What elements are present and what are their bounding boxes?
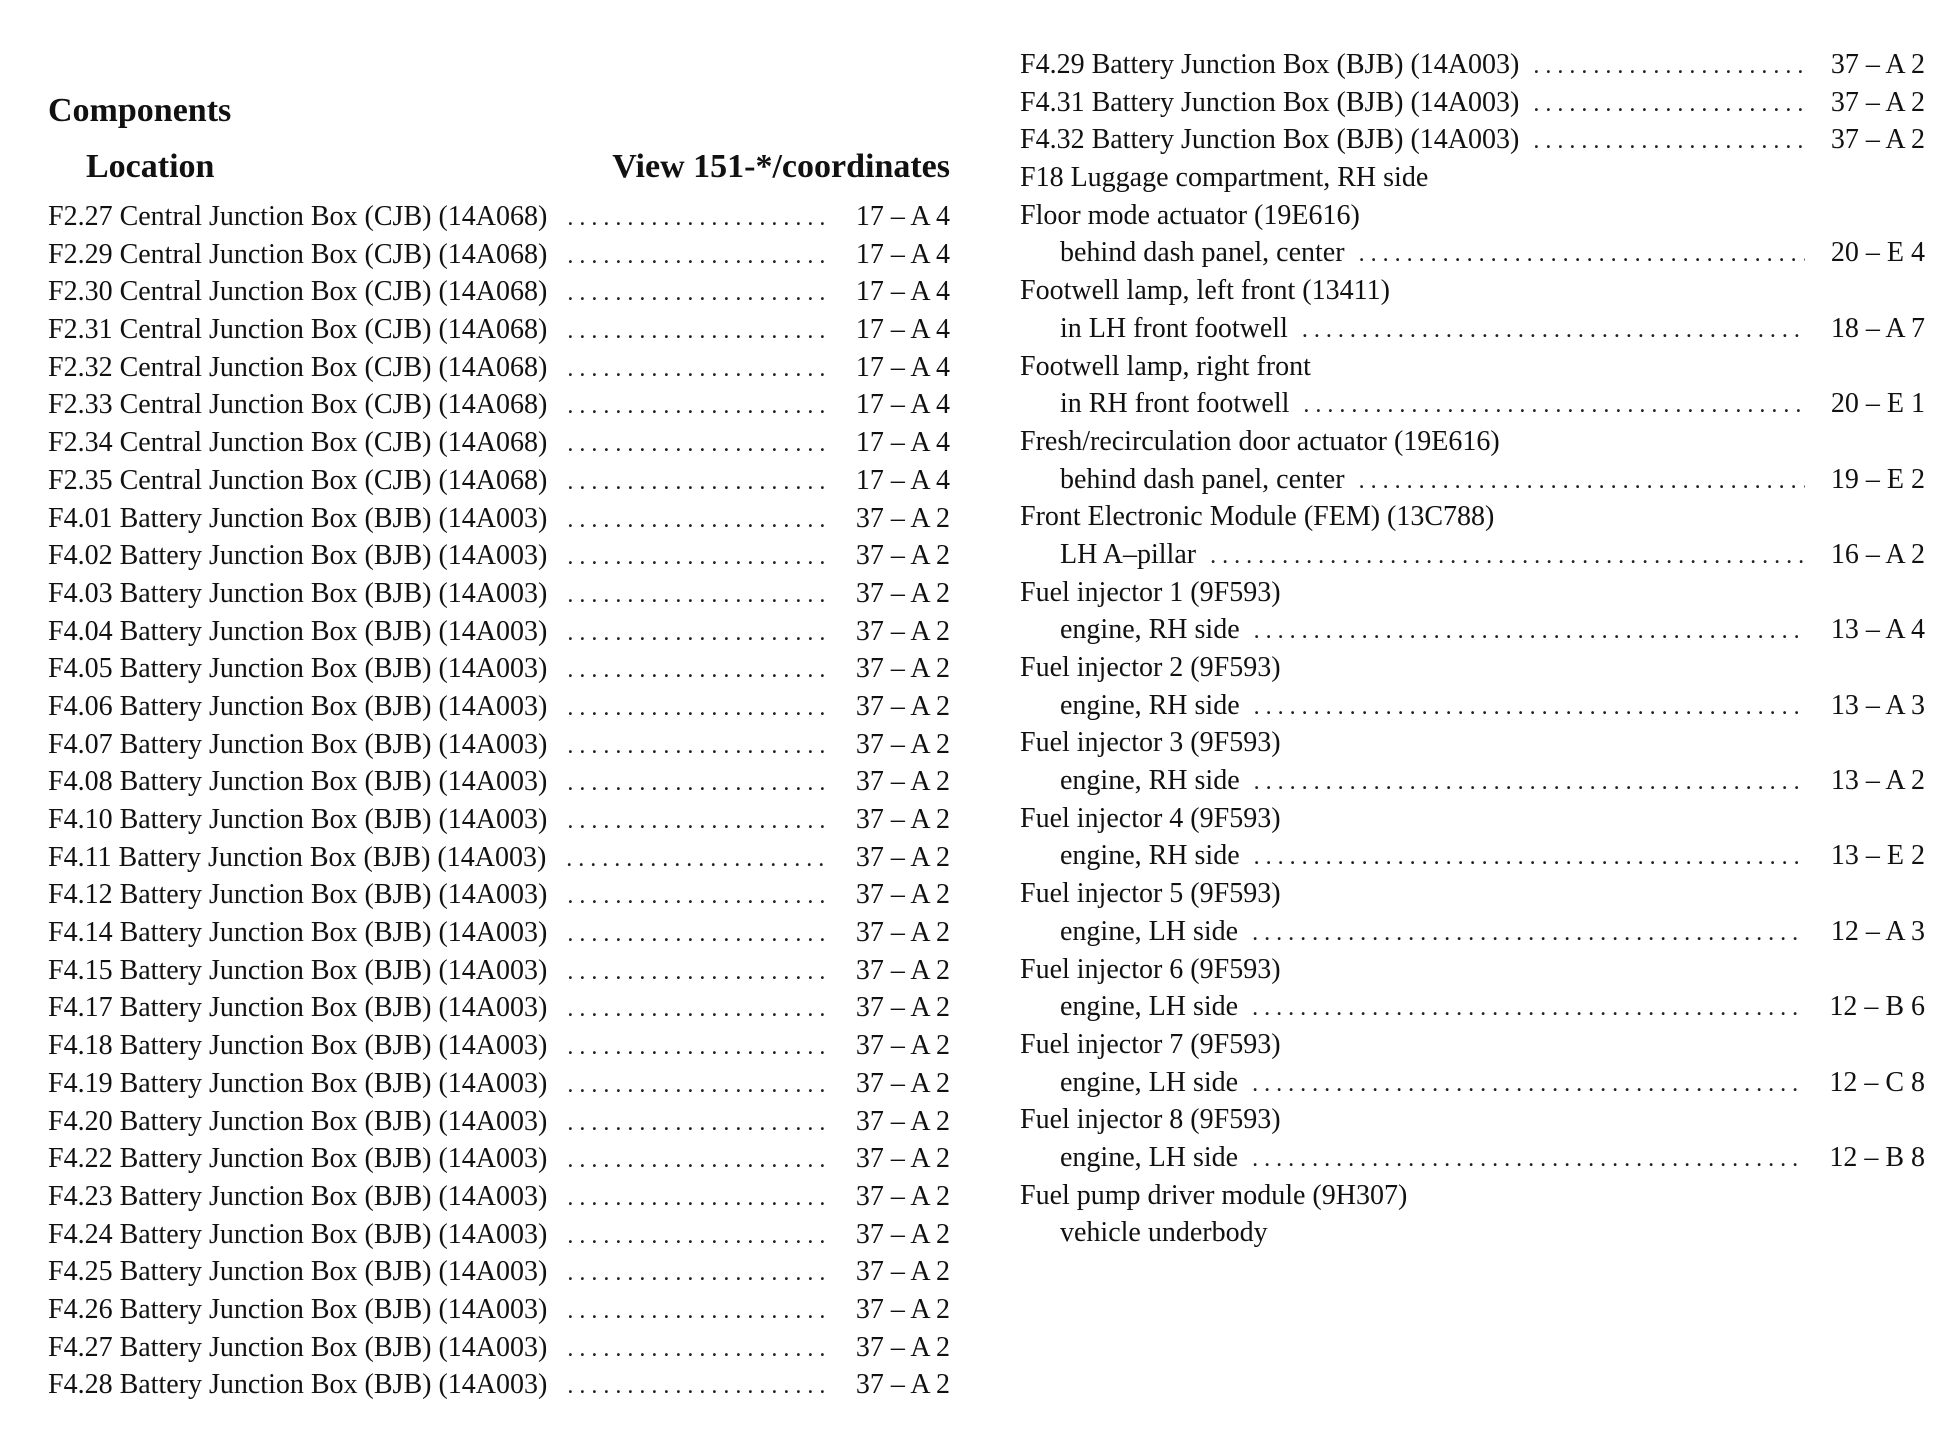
dot-leader — [1533, 123, 1805, 161]
entry-name: Floor mode actuator (19E616) — [1020, 199, 1360, 231]
entry-name: Front Electronic Module (FEM) (13C788) — [1020, 501, 1495, 533]
entry-row — [48, 1291, 950, 1329]
entry-row — [48, 1027, 950, 1065]
entry-row — [1020, 800, 1925, 838]
entry-name: F4.04 Battery Junction Box (BJB) (14A003) — [48, 615, 548, 647]
entry-coordinate: 20 – E 1 — [1830, 388, 1925, 420]
entry-row — [48, 1140, 950, 1178]
entry-coordinate: 17 – A 4 — [855, 427, 950, 459]
entry-row — [48, 1366, 950, 1404]
entry-row — [48, 1103, 950, 1141]
entry-row — [1020, 574, 1925, 612]
entry-coordinate: 37 – A 2 — [855, 804, 950, 835]
entry-row — [1020, 875, 1925, 913]
entry-name: F4.02 Battery Junction Box (BJB) (14A003) — [48, 540, 548, 572]
entry-name: F2.29 Central Junction Box (CJB) (14A068) — [48, 238, 548, 270]
entry-coordinate: 37 – A 2 — [855, 615, 950, 647]
entry-coordinate: 37 – A 2 — [855, 1030, 950, 1062]
entry-coordinate: 12 – B 8 — [1829, 1141, 1925, 1173]
entry-row — [48, 424, 950, 462]
entry-name: engine, RH side — [1060, 614, 1240, 646]
entry-row — [1020, 159, 1925, 197]
entry-coordinate: 37 – A 2 — [855, 653, 950, 685]
dot-leader — [567, 1218, 830, 1256]
entry-name: F4.05 Battery Junction Box (BJB) (14A003) — [48, 653, 548, 685]
entry-location-row — [1020, 687, 1925, 725]
dot-leader — [567, 1368, 830, 1406]
entry-coordinate: 18 – A 7 — [1830, 312, 1925, 344]
entry-coordinate: 17 – A 4 — [855, 464, 950, 496]
entry-name: F2.31 Central Junction Box (CJB) (14A068) — [48, 314, 548, 346]
entry-coordinate: 37 – A 2 — [855, 766, 950, 798]
entry-name: F4.32 Battery Junction Box (BJB) (14A003) — [1020, 124, 1520, 156]
dot-leader — [1254, 613, 1805, 651]
entry-coordinate: 17 – A 4 — [855, 351, 950, 383]
entry-coordinate: 37 – A 2 — [855, 1143, 950, 1175]
entry-name: F4.23 Battery Junction Box (BJB) (14A003) — [48, 1180, 548, 1212]
entry-row — [48, 876, 950, 914]
entry-location-row — [1020, 611, 1925, 649]
entry-row — [48, 726, 950, 764]
entry-row — [1020, 498, 1925, 536]
dot-leader — [567, 878, 830, 916]
entry-name: Fuel injector 1 (9F593) — [1020, 576, 1281, 608]
entry-coordinate: 13 – A 3 — [1830, 689, 1925, 721]
dot-leader — [567, 464, 830, 502]
entry-coordinate: 13 – A 4 — [1830, 614, 1925, 646]
entry-name: Fuel injector 2 (9F593) — [1020, 652, 1281, 683]
entry-row — [1020, 1026, 1925, 1064]
entry-row — [48, 462, 950, 500]
entry-row — [48, 763, 950, 801]
entry-name: F4.15 Battery Junction Box (BJB) (14A003) — [48, 954, 548, 986]
entry-row — [1020, 724, 1925, 762]
entry-row — [1020, 46, 1925, 84]
entry-coordinate: 17 – A 4 — [855, 238, 950, 270]
dot-leader — [567, 615, 830, 653]
dot-leader — [567, 313, 830, 351]
entry-coordinate: 12 – C 8 — [1829, 1066, 1925, 1098]
dot-leader — [1252, 1066, 1805, 1104]
dot-leader — [567, 577, 830, 615]
entry-name: F4.07 Battery Junction Box (BJB) (14A003) — [48, 728, 548, 760]
entry-row — [48, 349, 950, 387]
entry-name: Fuel injector 3 (9F593) — [1020, 727, 1281, 759]
entry-name: Fuel pump driver module (9H307) — [1020, 1179, 1408, 1211]
entry-coordinate: 12 – A 3 — [1830, 915, 1925, 947]
entry-name: F4.10 Battery Junction Box (BJB) (14A003) — [48, 804, 548, 835]
dot-leader — [567, 765, 830, 803]
entry-coordinate: 37 – A 2 — [855, 1180, 950, 1212]
entry-name: engine, RH side — [1060, 765, 1240, 797]
entry-coordinate: 37 – A 2 — [855, 917, 950, 949]
entry-location-row — [1020, 234, 1925, 272]
entry-row — [48, 575, 950, 613]
entry-name: Fuel injector 7 (9F593) — [1020, 1028, 1281, 1060]
dot-leader — [567, 200, 830, 238]
entry-coordinate: 37 – A 2 — [855, 540, 950, 572]
dot-leader — [1302, 312, 1805, 350]
left-column — [48, 88, 950, 1404]
entry-row — [1020, 423, 1925, 461]
entry-name: F4.11 Battery Junction Box (BJB) (14A003) — [48, 841, 547, 873]
dot-leader — [1252, 915, 1805, 953]
entry-coordinate: 37 – A 2 — [855, 728, 950, 760]
dot-leader — [567, 991, 830, 1029]
section-heading: Components — [48, 92, 232, 129]
entry-row — [48, 1065, 950, 1103]
entry-coordinate: 37 – A 2 — [855, 1293, 950, 1325]
entry-coordinate: 37 – A 2 — [855, 1331, 950, 1363]
entry-coordinate: 20 – E 4 — [1830, 237, 1925, 269]
entry-name: engine, LH side — [1060, 991, 1239, 1023]
entry-name: F2.33 Central Junction Box (CJB) (14A068) — [48, 389, 548, 421]
dot-leader — [566, 841, 830, 879]
entry-coordinate: 13 – A 2 — [1830, 765, 1925, 797]
dot-leader — [567, 916, 830, 954]
entry-location-row — [1020, 837, 1925, 875]
entry-coordinate: 37 – A 2 — [855, 1218, 950, 1250]
column-headers — [48, 144, 950, 190]
right-entry-list — [1020, 46, 1925, 1252]
entry-row — [1020, 1177, 1925, 1215]
entry-coordinate: 37 – A 2 — [855, 502, 950, 534]
entry-name: F4.06 Battery Junction Box (BJB) (14A003) — [48, 690, 548, 722]
entry-row — [48, 650, 950, 688]
dot-leader — [567, 1029, 830, 1067]
entry-row — [48, 914, 950, 952]
entry-coordinate: 17 – A 4 — [855, 314, 950, 346]
dot-leader — [567, 1180, 830, 1218]
entry-name: F4.19 Battery Junction Box (BJB) (14A003) — [48, 1067, 548, 1099]
entry-row — [48, 989, 950, 1027]
entry-location-row — [1020, 1214, 1925, 1252]
entry-coordinate: 37 – A 2 — [855, 879, 950, 911]
entry-coordinate: 12 – B 6 — [1829, 991, 1925, 1023]
dot-leader — [567, 388, 830, 426]
entry-row — [48, 1216, 950, 1254]
entry-name: LH A–pillar — [1060, 538, 1197, 570]
entry-location-row — [1020, 385, 1925, 423]
entry-name: engine, RH side — [1060, 689, 1240, 721]
entry-name: Fuel injector 5 (9F593) — [1020, 878, 1281, 910]
entry-coordinate: 37 – A 2 — [855, 1067, 950, 1099]
entry-name: Footwell lamp, right front — [1020, 350, 1311, 382]
entry-name: in RH front footwell — [1060, 388, 1290, 420]
entry-name: F4.31 Battery Junction Box (BJB) (14A003) — [1020, 86, 1520, 118]
entry-coordinate: 37 – A 2 — [855, 954, 950, 986]
dot-leader — [1533, 86, 1805, 124]
entry-coordinate: 37 – A 2 — [855, 690, 950, 722]
entry-name: F4.08 Battery Junction Box (BJB) (14A003) — [48, 766, 548, 798]
dot-leader — [567, 426, 830, 464]
dot-leader — [567, 238, 830, 276]
entry-name: F2.32 Central Junction Box (CJB) (14A068) — [48, 351, 548, 383]
view-coordinates-header: View 151-*/coordinates — [612, 148, 950, 185]
entry-name: F4.27 Battery Junction Box (BJB) (14A003) — [48, 1331, 548, 1363]
entry-row — [48, 1178, 950, 1216]
entry-name: behind dash panel, center — [1060, 463, 1345, 495]
entry-name: F18 Luggage compartment, RH side — [1020, 162, 1429, 194]
entry-location-row — [1020, 1139, 1925, 1177]
entry-row — [48, 839, 950, 877]
dot-leader — [567, 1255, 830, 1293]
dot-leader — [567, 1331, 830, 1369]
dot-leader — [1303, 387, 1805, 425]
entry-name: F2.30 Central Junction Box (CJB) (14A068) — [48, 276, 548, 308]
entry-row — [48, 801, 950, 839]
entry-name: F4.17 Battery Junction Box (BJB) (14A003) — [48, 992, 548, 1024]
dot-leader — [567, 1105, 830, 1143]
dot-leader — [567, 803, 830, 841]
dot-leader — [567, 502, 830, 540]
entry-name: F4.29 Battery Junction Box (BJB) (14A003) — [1020, 49, 1520, 80]
dot-leader — [567, 690, 830, 728]
entry-name: in LH front footwell — [1060, 312, 1288, 344]
entry-coordinate: 37 – A 2 — [1830, 124, 1925, 156]
entry-name: F4.18 Battery Junction Box (BJB) (14A003) — [48, 1030, 548, 1062]
entry-location-row — [1020, 536, 1925, 574]
entry-coordinate: 17 – A 4 — [855, 276, 950, 308]
entry-coordinate: 37 – A 2 — [1830, 49, 1925, 80]
entry-location-row — [1020, 461, 1925, 499]
entry-name: vehicle underbody — [1060, 1217, 1268, 1249]
right-column — [1020, 46, 1925, 1252]
entry-name: F4.22 Battery Junction Box (BJB) (14A003) — [48, 1143, 548, 1175]
dot-leader — [1254, 764, 1805, 802]
dot-leader — [1254, 689, 1805, 727]
dot-leader — [1210, 538, 1805, 576]
entry-row — [1020, 121, 1925, 159]
entry-row — [48, 236, 950, 274]
entry-coordinate: 37 – A 2 — [855, 577, 950, 609]
entry-coordinate: 13 – E 2 — [1830, 840, 1925, 872]
entry-coordinate: 37 – A 2 — [855, 841, 950, 873]
dot-leader — [567, 539, 830, 577]
entry-coordinate: 37 – A 2 — [855, 1369, 950, 1401]
dot-leader — [1254, 839, 1805, 877]
entry-coordinate: 16 – A 2 — [1830, 538, 1925, 570]
entry-name: F2.35 Central Junction Box (CJB) (14A068) — [48, 464, 548, 496]
entry-row — [48, 273, 950, 311]
entry-row — [1020, 951, 1925, 989]
entry-name: Fuel injector 8 (9F593) — [1020, 1104, 1281, 1136]
entry-name: engine, RH side — [1060, 840, 1240, 872]
dot-leader — [1252, 1141, 1805, 1179]
entry-coordinate: 19 – E 2 — [1830, 463, 1925, 495]
entry-row — [48, 500, 950, 538]
entry-row — [48, 1253, 950, 1291]
dot-leader — [567, 275, 830, 313]
dot-leader — [567, 652, 830, 690]
entry-name: engine, LH side — [1060, 915, 1239, 947]
entry-row — [48, 198, 950, 236]
entry-row — [48, 688, 950, 726]
entry-row — [48, 386, 950, 424]
dot-leader — [567, 1293, 830, 1331]
entry-name: F4.20 Battery Junction Box (BJB) (14A003) — [48, 1105, 548, 1137]
entry-name: Fresh/recirculation door actuator (19E616) — [1020, 425, 1500, 457]
entry-name: F4.26 Battery Junction Box (BJB) (14A003) — [48, 1293, 548, 1325]
entry-name: F4.03 Battery Junction Box (BJB) (14A003) — [48, 577, 548, 609]
entry-coordinate: 37 – A 2 — [1830, 86, 1925, 118]
entry-row — [48, 1329, 950, 1367]
entry-row — [1020, 84, 1925, 122]
entry-name: F2.34 Central Junction Box (CJB) (14A068) — [48, 427, 548, 459]
entry-row — [1020, 197, 1925, 235]
entry-row — [1020, 348, 1925, 386]
entry-name: F2.27 Central Junction Box (CJB) (14A068) — [48, 201, 548, 232]
entry-name: engine, LH side — [1060, 1066, 1239, 1098]
dot-leader — [567, 954, 830, 992]
entry-location-row — [1020, 1064, 1925, 1102]
location-header: Location — [86, 148, 215, 185]
entry-row — [1020, 649, 1925, 687]
entry-row — [48, 311, 950, 349]
entry-name: F4.28 Battery Junction Box (BJB) (14A003) — [48, 1369, 548, 1401]
entry-name: F4.01 Battery Junction Box (BJB) (14A003) — [48, 502, 548, 534]
entry-row — [48, 537, 950, 575]
dot-leader — [567, 728, 830, 766]
entry-coordinate: 37 – A 2 — [855, 1105, 950, 1137]
left-entry-list — [48, 198, 950, 1404]
entry-location-row — [1020, 913, 1925, 951]
entry-name: Fuel injector 4 (9F593) — [1020, 802, 1281, 834]
entry-row — [1020, 272, 1925, 310]
entry-name: engine, LH side — [1060, 1141, 1239, 1173]
dot-leader — [567, 1067, 830, 1105]
entry-name: Fuel injector 6 (9F593) — [1020, 953, 1281, 985]
dot-leader — [1359, 463, 1805, 501]
dot-leader — [1252, 990, 1805, 1028]
entry-name: F4.12 Battery Junction Box (BJB) (14A003) — [48, 879, 548, 911]
entry-coordinate: 37 – A 2 — [855, 1256, 950, 1288]
entry-location-row — [1020, 310, 1925, 348]
entry-row — [48, 952, 950, 990]
entry-name: behind dash panel, center — [1060, 237, 1345, 269]
entry-name: F4.25 Battery Junction Box (BJB) (14A003) — [48, 1256, 548, 1288]
dot-leader — [1359, 236, 1805, 274]
entry-location-row — [1020, 988, 1925, 1026]
entry-coordinate: 17 – A 4 — [855, 389, 950, 421]
entry-name: F4.24 Battery Junction Box (BJB) (14A003) — [48, 1218, 548, 1250]
entry-row — [1020, 1101, 1925, 1139]
dot-leader — [567, 1142, 830, 1180]
dot-leader — [1533, 48, 1805, 86]
dot-leader — [567, 351, 830, 389]
entry-coordinate: 17 – A 4 — [855, 201, 950, 232]
entry-row — [48, 613, 950, 651]
entry-location-row — [1020, 762, 1925, 800]
entry-name: F4.14 Battery Junction Box (BJB) (14A003) — [48, 917, 548, 949]
entry-coordinate: 37 – A 2 — [855, 992, 950, 1024]
entry-name: Footwell lamp, left front (13411) — [1020, 275, 1390, 307]
